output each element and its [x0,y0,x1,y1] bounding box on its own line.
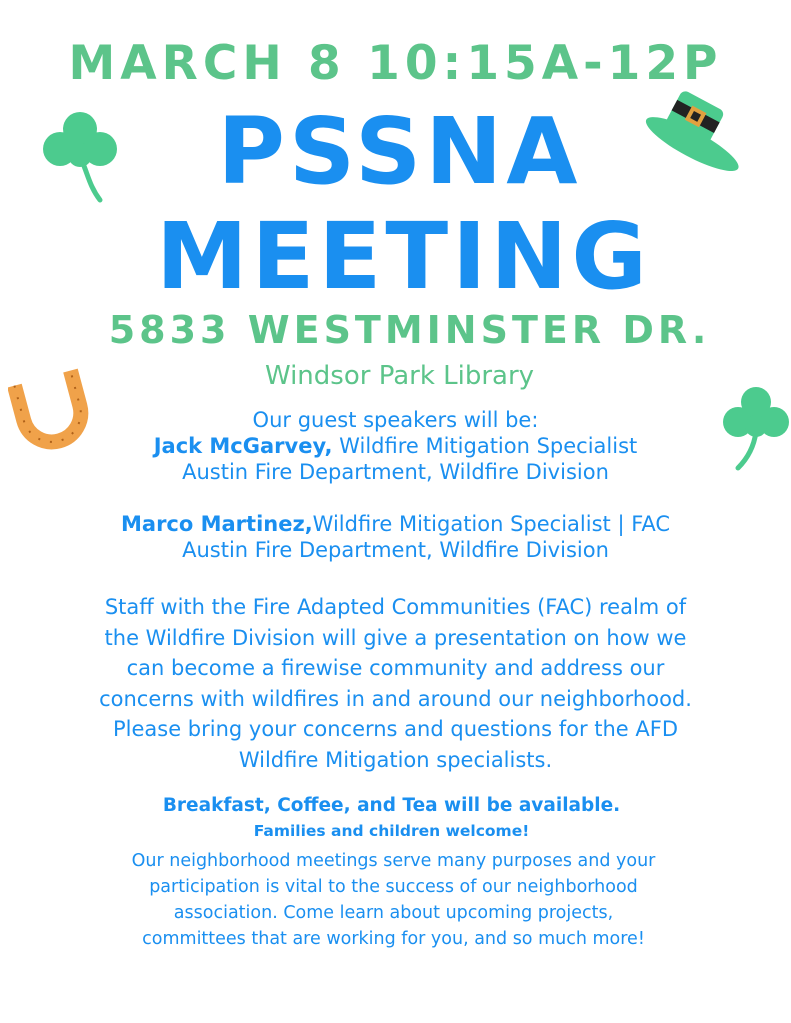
speaker-1-line [0,433,791,459]
closing-line: participation is vital to the success of our neighborhood [149,877,638,897]
speaker-2-name: Marco Martinez, [121,512,313,536]
speaker-1-name: Jack McGarvey, [153,434,333,458]
closing-line: committees that are working for you, and so much more! [142,929,645,949]
event-venue: Windsor Park Library [264,361,535,391]
speaker-2-org: Austin Fire Department, Wildfire Division [182,538,609,562]
title-line-1: PSSNA [217,98,582,205]
description-line: the Wildfire Division will give a presentation on how we [104,625,687,650]
closing-line: Our neighborhood meetings serve many purposes and your [131,851,656,871]
speaker-1-role: Wildfire Mitigation Specialist [332,434,638,458]
description-line: Wildfire Mitigation specialists. [238,747,553,772]
description-line: can become a firewise community and address our [126,656,665,680]
speakers-intro: Our guest speakers will be: [252,408,539,432]
speaker-2-role: Wildfire Mitigation Specialist | FAC [312,512,670,536]
refreshments-note: Breakfast, Coffee, and Tea will be available. [162,795,621,816]
families-note: Families and children welcome! [253,822,530,840]
title-line-2: MEETING [156,203,651,310]
speaker-2-line [0,511,791,537]
closing-line: association. Come learn about upcoming projects, [173,903,614,923]
description-line: Staff with the Fire Adapted Communities (FAC) realm of [104,595,687,619]
speaker-1-org: Austin Fire Department, Wildfire Division [182,460,609,484]
event-date-time: MARCH 8 10:15A-12P [68,36,723,91]
description-line: Please bring your concerns and questions for the AFD [112,717,679,741]
presentation-description [0,592,791,775]
event-address: 5833 WESTMINSTER DR. [108,308,711,352]
description-line: concerns with wildfires in and around our neighborhood. [99,686,692,711]
closing-paragraph [0,848,789,952]
